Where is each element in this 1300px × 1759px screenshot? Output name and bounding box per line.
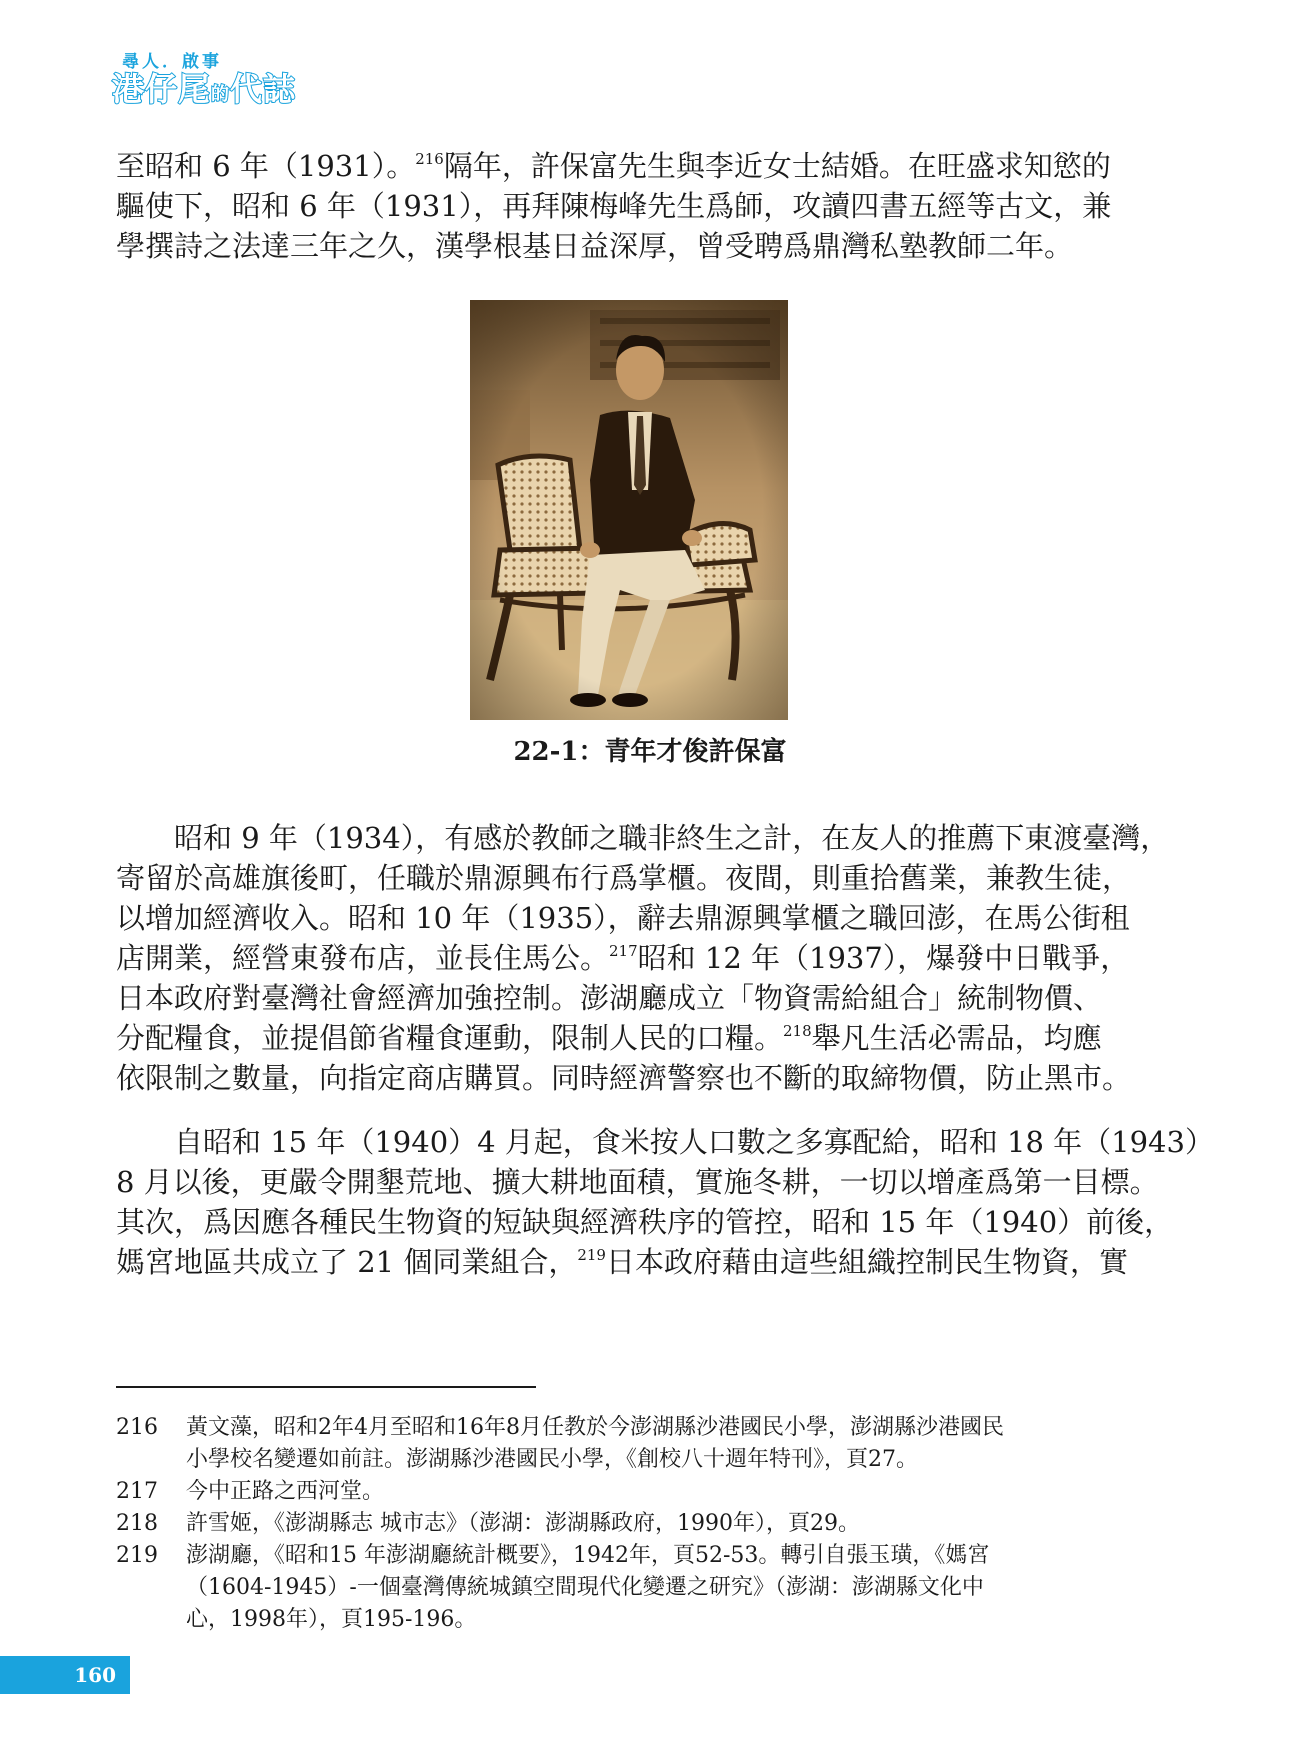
text-line: 昭和 9 年（1934），有感於教師之職非終生之計，在友人的推薦下東渡臺灣， <box>174 821 1170 855</box>
text-line: 驅使下，昭和 6 年（1931），再拜陳梅峰先生爲師，攻讀四書五經等古文，兼 <box>116 189 1112 223</box>
footnote-text: 澎湖廳，《昭和15 年澎湖廳統計概要》，1942年，頁52-53。轉引自張玉璜，《媽宮 （1604-1945）-一個臺灣傳統城鎮空間現代化變遷之研究》（澎湖：澎湖縣文化中 心，1998年），頁195-196。 <box>186 1543 990 1632</box>
footnote-219 <box>116 1540 1146 1636</box>
text-line: 依限制之數量，向指定商店購買。同時經濟警察也不斷的取締物價，防止黑市。 <box>116 1061 1132 1095</box>
series-title: 尋人．啟事 <box>122 52 222 72</box>
footnote-217 <box>116 1476 1146 1508</box>
book-title-part-a: 港仔尾 <box>112 70 212 108</box>
text-line: 至昭和 6 年（1931）。$^{216}$隔年，許保富先生與李近女士結婚。在旺盛求知慾的 <box>116 149 1111 183</box>
portrait-photo <box>470 300 788 720</box>
footnote-text: 今中正路之西河堂。 <box>186 1479 385 1504</box>
footnote-216 <box>116 1412 1146 1476</box>
footnote-number: 216 <box>116 1415 158 1440</box>
text-line: 店開業，經營東發布店，並長住馬公。$^{217}$昭和 12 年（1937），爆發中日戰爭， <box>116 941 1130 975</box>
footnote-number: 217 <box>116 1479 158 1504</box>
text-line: 其次，爲因應各種民生物資的短缺與經濟秩序的管控，昭和 15 年（1940）前後， <box>116 1205 1174 1239</box>
footnote-number: 219 <box>116 1543 158 1568</box>
footnote-218 <box>116 1508 1146 1540</box>
paragraph-3 <box>116 1122 1214 1282</box>
footnotes <box>116 1412 1146 1636</box>
footnote-text: 黃文藻，昭和2年4月至昭和16年8月任教於今澎湖縣沙港國民小學，澎湖縣沙港國民 小學校名變遷如前註。澎湖縣沙港國民小學，《創校八十週年特刊》，頁27。 <box>186 1415 1004 1472</box>
text-line: 自昭和 15 年（1940）4 月起，食米按人口數之多寡配給，昭和 18 年（1943） <box>174 1125 1214 1159</box>
book-title-part-b: 代誌 <box>230 70 297 108</box>
text-line: 日本政府對臺灣社會經濟加強控制。澎湖廳成立「物資需給組合」統制物價、 <box>116 981 1103 1015</box>
footnote-ref-218[interactable]: 218 <box>783 1022 812 1040</box>
page-number: 160 <box>0 1656 130 1694</box>
footnote-divider <box>116 1386 536 1388</box>
footnote-ref-219[interactable]: 219 <box>577 1246 606 1264</box>
text-line: 分配糧食，並提倡節省糧食運動，限制人民的口糧。$^{218}$舉凡生活必需品，均應 <box>116 1021 1102 1055</box>
book-title <box>112 72 296 112</box>
text-line: 學撰詩之法達三年之久，漢學根基日益深厚，曾受聘爲鼎灣私塾教師二年。 <box>116 229 1074 263</box>
footnote-ref-216[interactable]: 216 <box>415 150 444 168</box>
book-title-particle: 的 <box>211 84 231 105</box>
text-line: 以增加經濟收入。昭和 10 年（1935），辭去鼎源興掌櫃之職回澎，在馬公街租 <box>116 901 1130 935</box>
text-line: 寄留於高雄旗後町，任職於鼎源興布行爲掌櫃。夜間，則重拾舊業，兼教生徒， <box>116 861 1132 895</box>
text-line: 媽宮地區共成立了 21 個同業組合，$^{219}$日本政府藉由這些組織控制民生物資，實 <box>116 1245 1128 1279</box>
text-line: 8 月以後，更嚴令開墾荒地、擴大耕地面積，實施冬耕，一切以增產爲第一目標。 <box>116 1165 1159 1199</box>
footnote-text: 許雪姬，《澎湖縣志 城市志》（澎湖：澎湖縣政府，1990年），頁29。 <box>186 1511 860 1536</box>
paragraph-2 <box>116 818 1170 1098</box>
figure-caption: 22-1：青年才俊許保富 <box>513 737 787 767</box>
footnote-number: 218 <box>116 1511 158 1536</box>
footnote-ref-217[interactable]: 217 <box>609 942 638 960</box>
header-logo <box>112 52 296 112</box>
paragraph-1 <box>116 146 1146 266</box>
